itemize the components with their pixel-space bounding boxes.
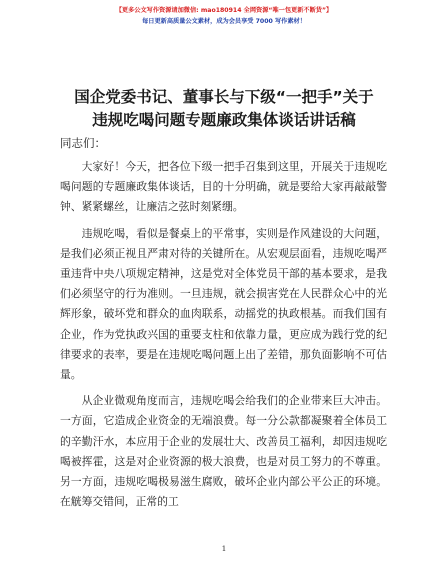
title-line-1: 国企党委书记、董事长与下级“一把手”关于	[74, 88, 374, 106]
document-title	[40, 86, 408, 132]
salutation: 同志们：	[60, 136, 106, 150]
paragraph-1: 大家好！今天，把各位下级一把手召集到这里，开展关于违规吃喝问题的专题廉政集体谈话，目的十分明确，就是要给大家再敲敲警钟、紧紧螺丝，让廉洁之弦时刻紧绷。	[60, 160, 387, 214]
promo-header	[0, 5, 448, 27]
paragraph-3: 从企业微观角度而言，违规吃喝会给我们的企业带来巨大冲击。一方面，它造成企业资金的无端浪费。每一分公款都凝聚着全体员工的辛勤汗水，本应用于企业的发展壮大、改善员工福利，却因违规吃喝被挥霍，这是对企业资源的极大浪费，也是对员工努力的不尊重。另一方面，违规吃喝极易滋生腐败，破坏企业内部公平公正的环境。在觥筹交错间，正常的工	[60, 394, 387, 509]
document-body	[60, 157, 387, 518]
promo-line-2: 每日更新高质量公文素材，成为会员享受 7000 写作素材！	[142, 18, 306, 25]
paragraph-2: 违规吃喝，看似是餐桌上的平常事，实则是作风建设的大问题，是我们必须正视且严肃对待的关键所在。从宏观层面看，违规吃喝严重违背中央八项规定精神，这是党对全体党员干部的基本要求，是我们必须坚守的行为准则。一旦违规，就会损害党在人民群众心中的光辉形象，破坏党和群众的血肉联系，动摇党的执政根基。而我们国有企业，作为党执政兴国的重要支柱和依靠力量，更应成为践行党的纪律要求的表率，要是在违规吃喝问题上出了差错，那负面影响不可估量。	[60, 226, 387, 382]
page-number: 1	[221, 544, 227, 553]
promo-line-1: 【更多公文写作资源请加微信: mao180914 全网资源“唯一包更新不断货”】	[115, 7, 333, 14]
title-line-2: 违规吃喝问题专题廉政集体谈话讲话稿	[92, 111, 356, 129]
